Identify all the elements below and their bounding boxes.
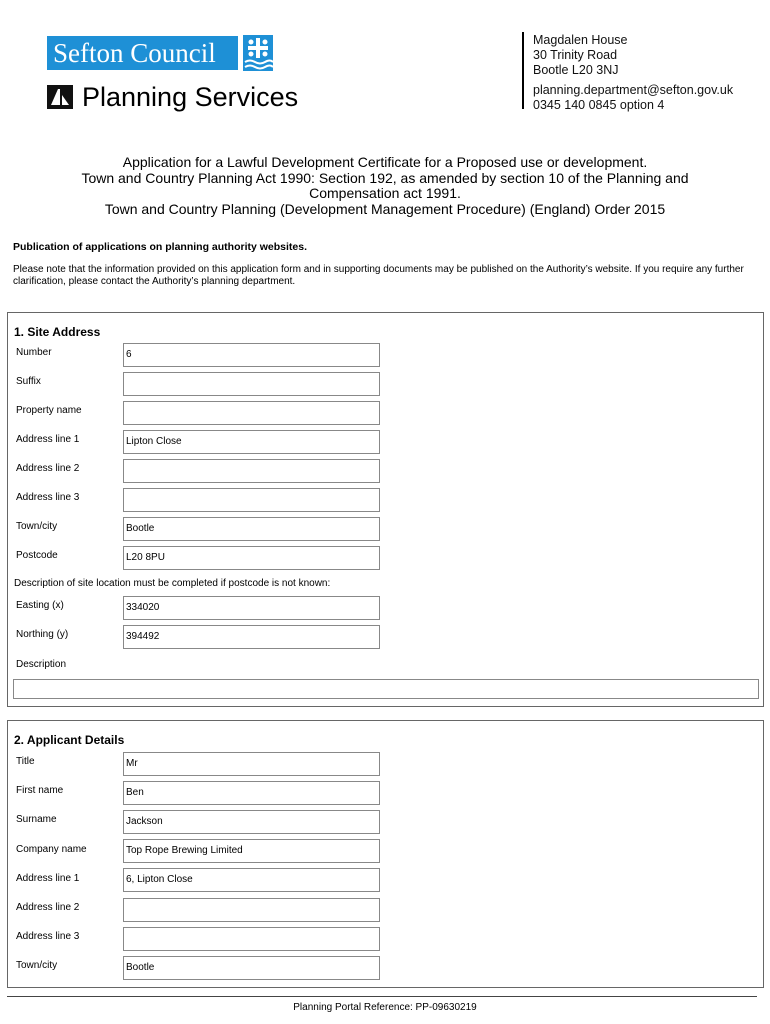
town-city-field[interactable]: Bootle bbox=[123, 517, 380, 541]
field-label: Address line 3 bbox=[16, 931, 80, 942]
applicant-town-city-field[interactable]: Bootle bbox=[123, 956, 380, 980]
section-title: 1. Site Address bbox=[14, 325, 101, 339]
field-label: Address line 2 bbox=[16, 902, 80, 913]
council-crest-icon bbox=[243, 35, 273, 71]
contact-email[interactable]: planning.department@sefton.gov.uk bbox=[533, 83, 734, 97]
company-name-field[interactable]: Top Rope Brewing Limited bbox=[123, 839, 380, 863]
field-label: Company name bbox=[16, 844, 87, 855]
field-label: Address line 3 bbox=[16, 492, 80, 503]
field-label: Number bbox=[16, 347, 52, 358]
field-label: First name bbox=[16, 785, 64, 796]
field-label: Address line 1 bbox=[16, 434, 80, 445]
sefton-council-logo: Sefton Council bbox=[47, 36, 238, 70]
surname-field[interactable]: Jackson bbox=[123, 810, 380, 834]
header-divider bbox=[522, 32, 524, 109]
publication-text: Please note that the information provided on this application form and in supporting documents may be published on the Authority’s website. If you require any further clarification, please contact the Authority’s planning department. bbox=[13, 264, 744, 287]
applicant-address-line-1-field[interactable]: 6, Lipton Close bbox=[123, 868, 380, 892]
publication-heading: Publication of applications on planning authority websites. bbox=[13, 241, 308, 253]
address-line: Bootle L20 3NJ bbox=[533, 63, 619, 77]
field-label: Town/city bbox=[16, 521, 58, 532]
planning-services-icon bbox=[47, 85, 73, 109]
planning-services-title: Planning Services bbox=[82, 82, 299, 112]
address-line-1-field[interactable]: Lipton Close bbox=[123, 430, 380, 454]
northing-field[interactable]: 394492 bbox=[123, 625, 380, 649]
section-title: 2. Applicant Details bbox=[14, 733, 125, 747]
applicant-details-section bbox=[7, 720, 764, 988]
postcode-field[interactable]: L20 8PU bbox=[123, 546, 380, 570]
address-line: 30 Trinity Road bbox=[533, 48, 618, 62]
easting-field[interactable]: 334020 bbox=[123, 596, 380, 620]
field-label: Northing (y) bbox=[16, 629, 69, 640]
property-name-field[interactable] bbox=[123, 401, 380, 425]
field-label: Suffix bbox=[16, 376, 41, 387]
address-line-2-field[interactable] bbox=[123, 459, 380, 483]
field-label: Property name bbox=[16, 405, 82, 416]
address-line-3-field[interactable] bbox=[123, 488, 380, 512]
title-field[interactable]: Mr bbox=[123, 752, 380, 776]
field-label: Address line 2 bbox=[16, 463, 80, 474]
number-field[interactable]: 6 bbox=[123, 343, 380, 367]
site-address-section bbox=[7, 312, 764, 707]
field-label: Surname bbox=[16, 814, 57, 825]
field-label: Postcode bbox=[16, 550, 58, 561]
field-label: Title bbox=[16, 756, 35, 767]
field-label: Description bbox=[16, 659, 67, 670]
portal-reference: Planning Portal Reference: PP-09630219 bbox=[293, 1002, 477, 1013]
location-note: Description of site location must be completed if postcode is not known: bbox=[14, 578, 331, 589]
first-name-field[interactable]: Ben bbox=[123, 781, 380, 805]
form-title: Application for a Lawful Development Certificate for a Proposed use or development. Town and Country Planning Act 1990: Section 192, as amended by section 10 of the Planning and Compensation act 1991. Town and Country Planning (Development Management Procedure) (England) Order 2015 bbox=[81, 154, 689, 217]
suffix-field[interactable] bbox=[123, 372, 380, 396]
field-label: Easting (x) bbox=[16, 600, 64, 611]
applicant-address-line-2-field[interactable] bbox=[123, 898, 380, 922]
description-field[interactable] bbox=[13, 679, 759, 699]
applicant-address-line-3-field[interactable] bbox=[123, 927, 380, 951]
footer-divider bbox=[7, 996, 757, 997]
field-label: Town/city bbox=[16, 960, 58, 971]
contact-phone: 0345 140 0845 option 4 bbox=[533, 98, 665, 112]
address-line: Magdalen House bbox=[533, 33, 628, 47]
field-label: Address line 1 bbox=[16, 873, 80, 884]
